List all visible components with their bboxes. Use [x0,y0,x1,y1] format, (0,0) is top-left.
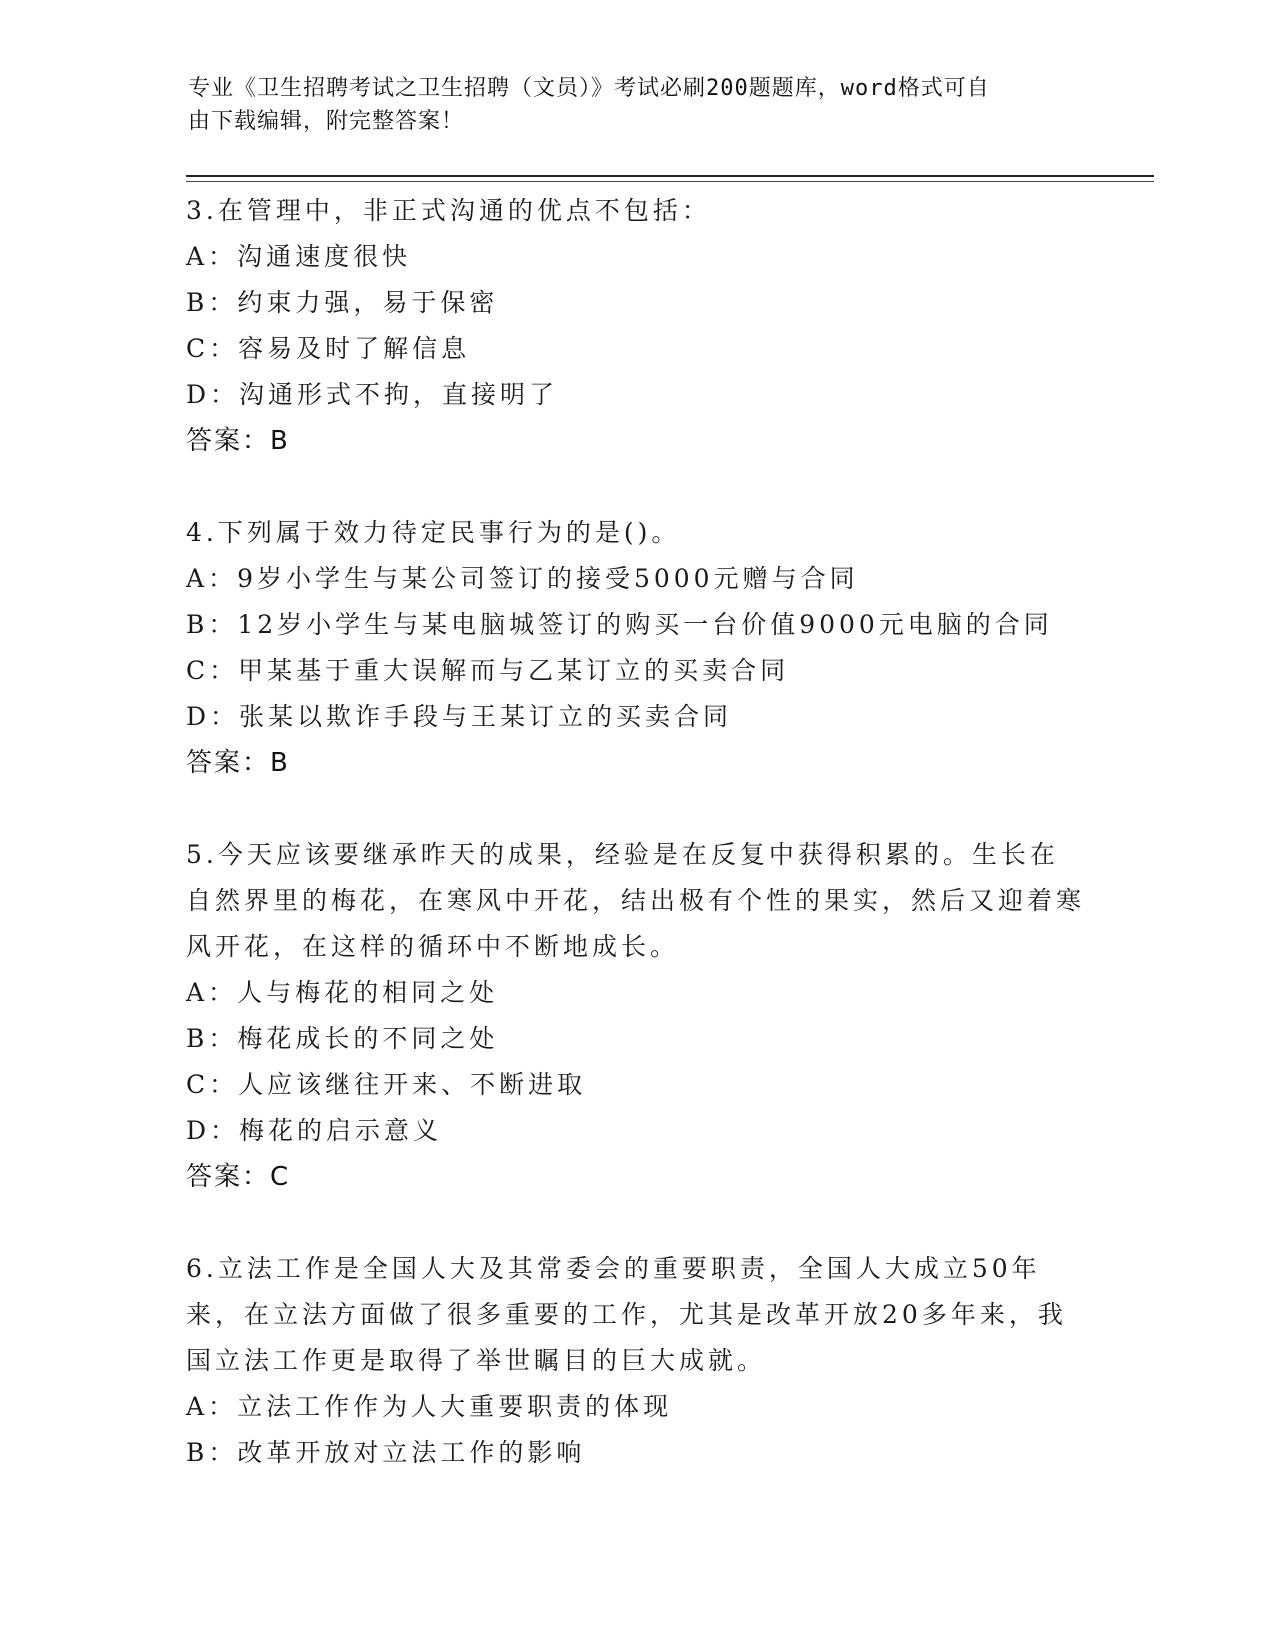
option-a [186,1384,1086,1430]
option-d [186,694,1086,740]
header-line-2: 由下载编辑，附完整答案！ [188,109,465,134]
option-text: 甲某基于重大误解而与乙某订立的买卖合同 [238,656,790,685]
document-header [188,72,1068,138]
option-text: 12岁小学生与某电脑城签订的购买一台价值9000元电脑的合同 [237,610,1053,639]
answer-label: 答案：B [186,426,290,456]
question-list [186,188,1086,1522]
answer-label: 答案：C [186,1162,291,1192]
question-5 [186,832,1086,1200]
option-key: C： [186,656,239,685]
header-divider-thin [186,181,1154,182]
option-key: D： [186,380,240,409]
option-key: D： [186,702,240,731]
option-key: A： [186,242,238,271]
option-key: B： [186,610,238,639]
option-a [186,556,1086,602]
option-text: 立法工作作为人大重要职责的体现 [237,1392,673,1421]
option-text: 张某以欺诈手段与王某订立的买卖合同 [239,702,733,731]
option-text: 人与梅花的相同之处 [237,978,499,1007]
option-key: A： [186,978,238,1007]
option-text: 人应该继往开来、不断进取 [238,1070,587,1099]
option-text: 沟通速度很快 [237,242,412,271]
question-stem: 3.在管理中，非正式沟通的优点不包括： [186,196,711,225]
option-key: A： [186,1392,238,1421]
option-b [186,280,1086,326]
option-c [186,1062,1086,1108]
option-d [186,372,1086,418]
question-stem: 4.下列属于效力待定民事行为的是()。 [186,518,681,547]
option-key: C： [186,1070,239,1099]
option-b [186,1016,1086,1062]
option-key: D： [186,1116,240,1145]
question-stem: 5.今天应该要继承昨天的成果，经验是在反复中获得积累的。生长在自然界里的梅花，在寒风中开花，结出极有个性的果实，然后又迎着寒风开花，在这样的循环中不断地成长。 [186,840,1086,961]
option-text: 约束力强，易于保密 [237,288,499,317]
option-text: 容易及时了解信息 [238,334,471,363]
option-key: B： [186,288,238,317]
option-b [186,602,1086,648]
question-4 [186,510,1086,786]
option-a [186,970,1086,1016]
option-key: C： [186,334,239,363]
option-c [186,326,1086,372]
option-key: A： [186,564,238,593]
option-c [186,648,1086,694]
question-stem: 6.立法工作是全国人大及其常委会的重要职责，全国人大成立50年来，在立法方面做了很多重要的工作，尤其是改革开放20多年来，我国立法工作更是取得了举世瞩目的巨大成就。 [186,1254,1067,1375]
option-key: B： [186,1438,238,1467]
answer-label: 答案：B [186,748,290,778]
header-line-1: 专业《卫生招聘考试之卫生招聘（文员）》考试必刷200题题库，word格式可自 [188,76,990,101]
option-d [186,1108,1086,1154]
question-3 [186,188,1086,464]
option-key: B： [186,1024,238,1053]
option-text: 梅花的启示意义 [239,1116,443,1145]
option-text: 9岁小学生与某公司签订的接受5000元赠与合同 [237,564,859,593]
option-text: 梅花成长的不同之处 [237,1024,499,1053]
option-b [186,1430,1086,1476]
option-text: 改革开放对立法工作的影响 [237,1438,586,1467]
option-text: 沟通形式不拘，直接明了 [239,380,559,409]
question-6 [186,1246,1086,1476]
option-a [186,234,1086,280]
header-divider-thick [186,175,1154,177]
